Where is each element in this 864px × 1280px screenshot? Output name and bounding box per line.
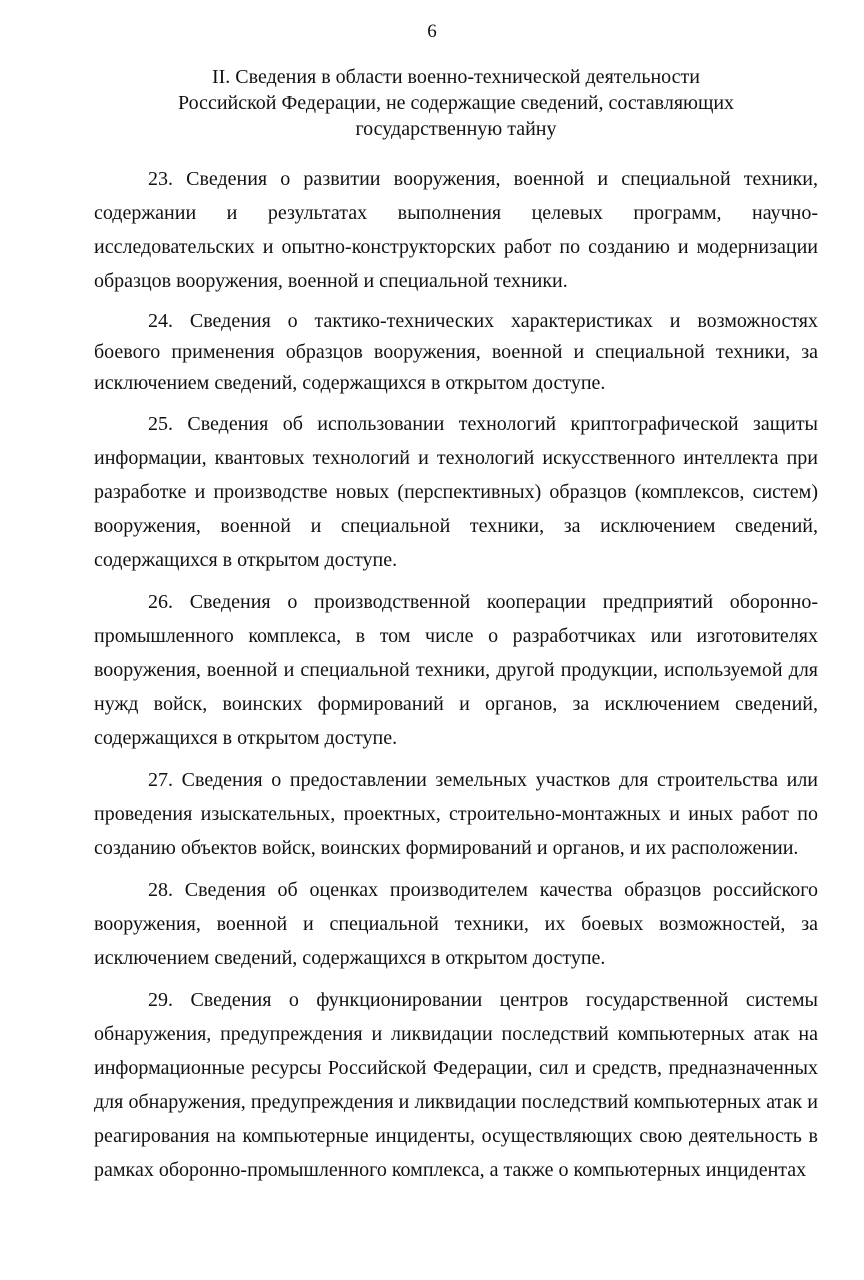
paragraph-23: 23. Сведения о развитии вооружения, военной и специальной техники, содержании и результатах выполнения целевых программ, научно-исследовательских и опытно-конструкторских работ по созданию и модернизации образцов вооружения, военной и специальной техники. <box>94 168 818 292</box>
paragraph-28: 28. Сведения об оценках производителем качества образцов российского вооружения, военной и специальной техники, их боевых возможностей, за исключением сведений, содержащихся в открытом доступе. <box>94 879 818 969</box>
paragraph-25: 25. Сведения об использовании технологий криптографической защиты информации, квантовых технологий и технологий искусственного интеллекта при разработке и производстве новых (перспективных) образцов (комплексов, систем) вооружения, военной и специальной техники, за исключением сведений, содержащихся в открытом доступе. <box>94 413 818 571</box>
paragraph-24: 24. Сведения о тактико-технических характеристиках и возможностях боевого применения образцов вооружения, военной и специальной техники, за исключением сведений, содержащихся в открытом доступе. <box>94 310 818 394</box>
paragraph-27: 27. Сведения о предоставлении земельных участков для строительства или проведения изыскательных, проектных, строительно-монтажных и иных работ по созданию объектов войск, воинских формирований и органов, и их расположении. <box>94 769 818 859</box>
section-heading-line: II. Сведения в области военно-технической деятельности <box>211 66 701 88</box>
document-body <box>94 162 818 1187</box>
section-heading <box>94 64 818 142</box>
paragraph-29: 29. Сведения о функционировании центров государственной системы обнаружения, предупреждения и ликвидации последствий компьютерных атак на информационные ресурсы Российской Федерации, сил и средств, предназначенных для обнаружения, предупреждения и ликвидации последствий компьютерных атак и реагирования на компьютерные инциденты, осуществляющих свою деятельность в рамках оборонно-промышленного комплекса, а также о компьютерных инцидентах <box>94 989 818 1181</box>
page-number: 6 <box>427 21 437 42</box>
section-heading-line: Российской Федерации, не содержащие сведений, составляющих <box>177 92 735 114</box>
section-heading-line: государственную тайну <box>355 118 557 140</box>
paragraph-26: 26. Сведения о производственной кооперации предприятий оборонно-промышленного комплекса, в том числе о разработчиках или изготовителях вооружения, военной и специальной техники, другой продукции, используемой для нужд войск, воинских формирований и органов, за исключением сведений, содержащихся в открытом доступе. <box>94 591 818 749</box>
